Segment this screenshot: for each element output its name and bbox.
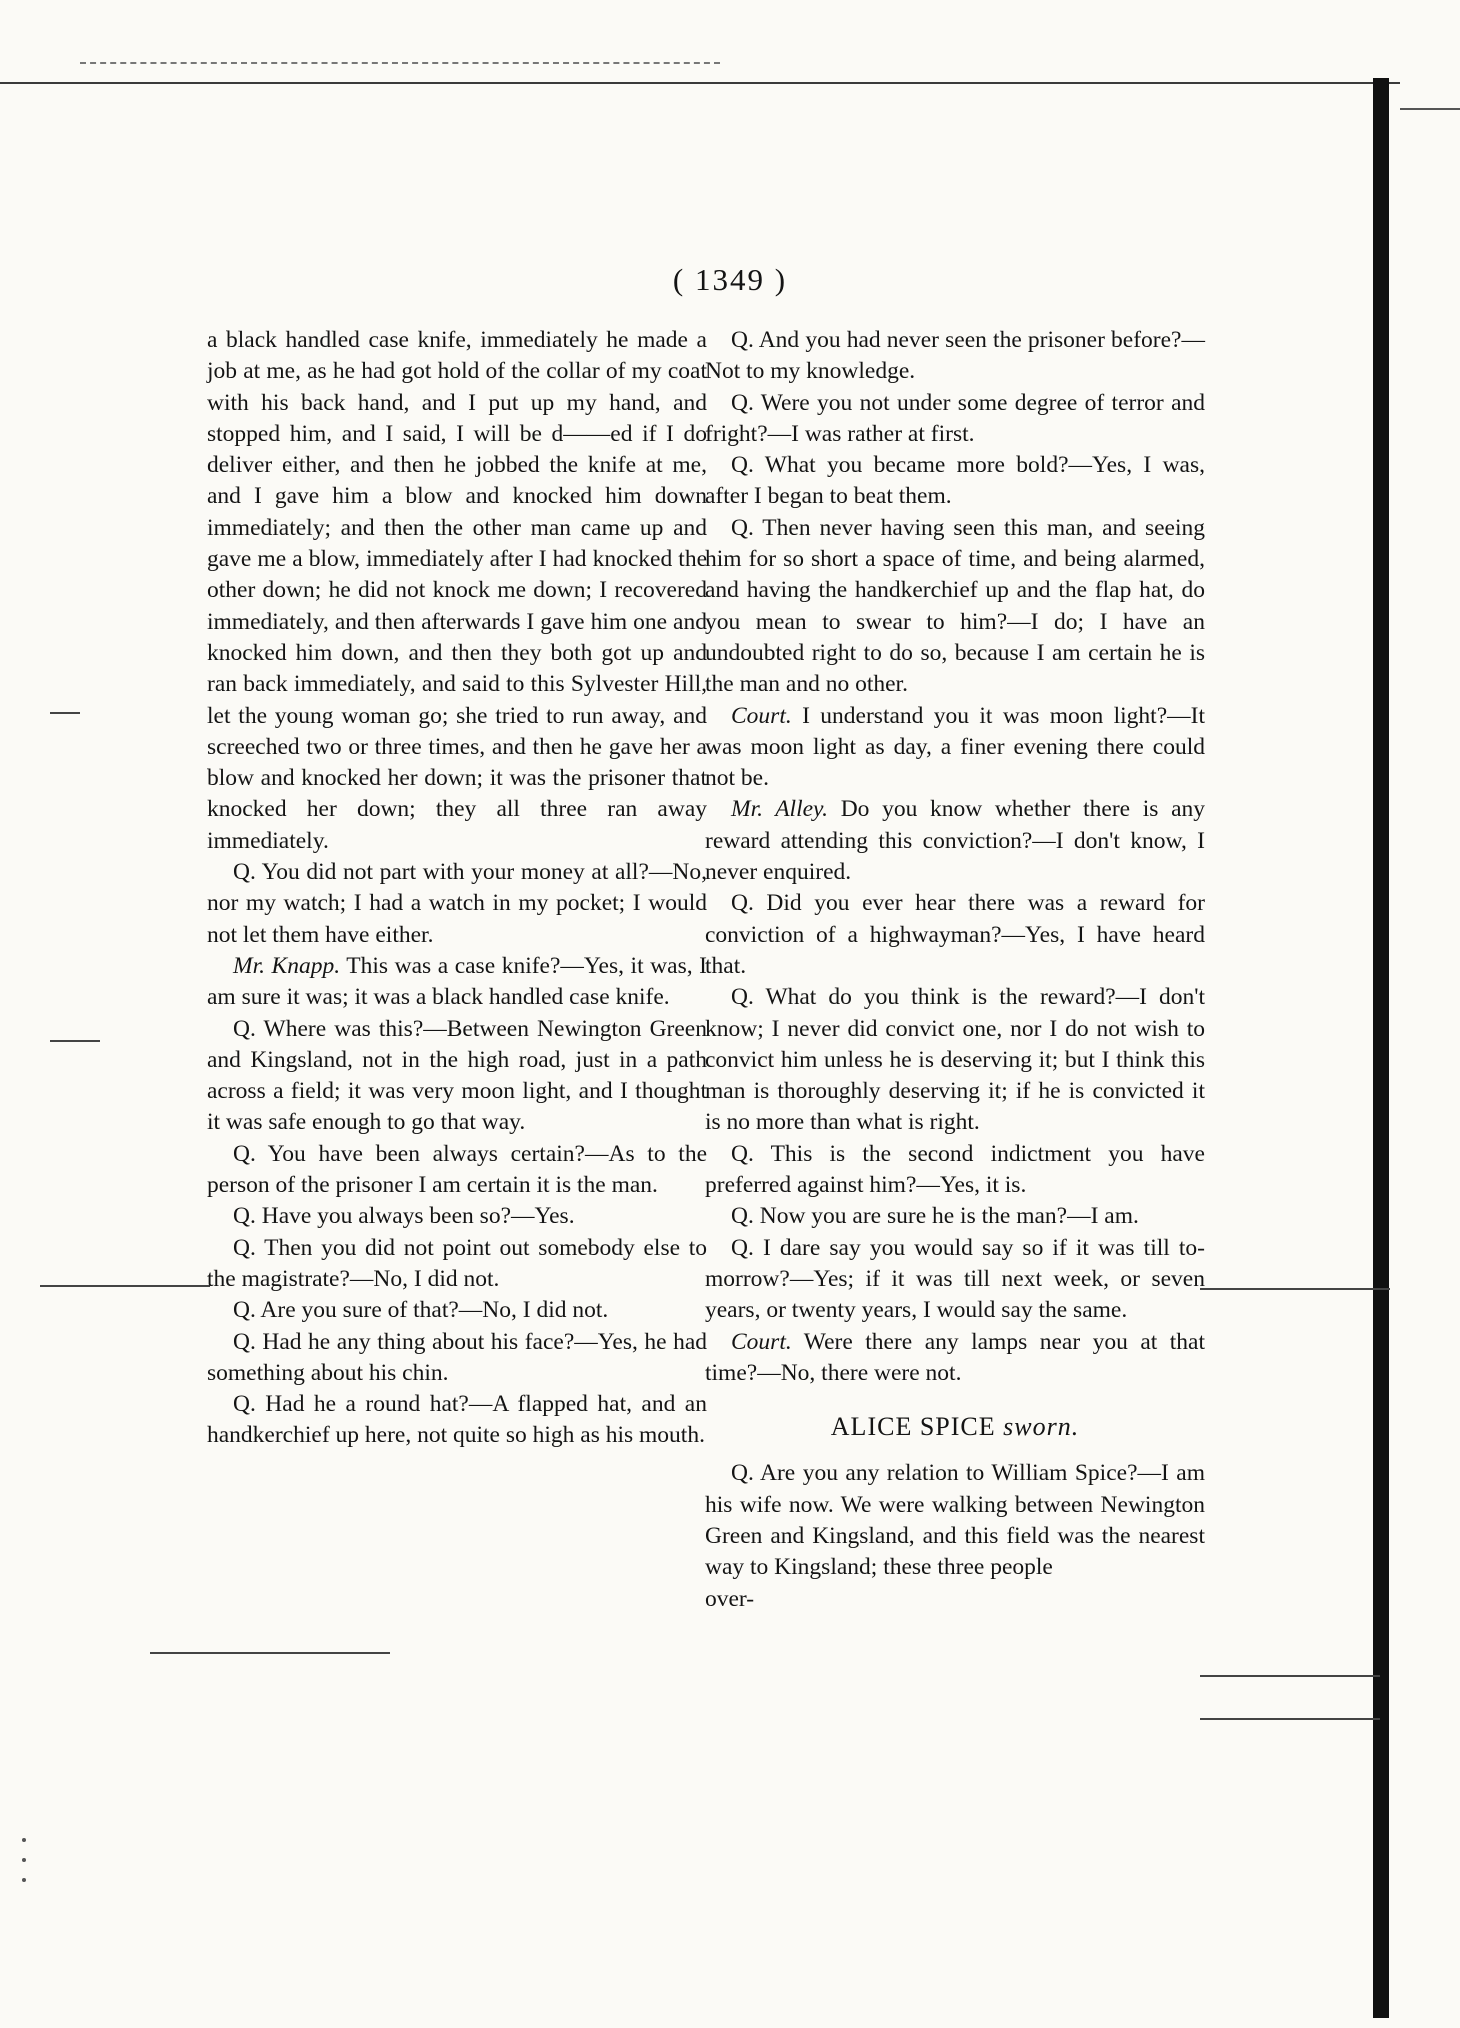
- catchword: over-: [705, 1585, 755, 1612]
- paragraph-text: Q. What you became more bold?—Yes, I was, after I began to beat them.: [705, 452, 1205, 510]
- paragraph: [705, 794, 1205, 888]
- paragraph-text: Q. Did you ever hear there was a reward for conviction of a highwayman?—Yes, I have heard that.: [705, 890, 1205, 979]
- paragraph: [207, 951, 707, 1014]
- paragraph-text: Q. Had he a round hat?—A flapped hat, and an handkerchief up here, not quite so high as his mouth.: [207, 1391, 707, 1449]
- speaker-label: Court.: [731, 1328, 792, 1355]
- testimony-continued: [705, 1458, 1205, 1583]
- paragraph: [207, 1233, 707, 1296]
- witness-sworn: sworn.: [1003, 1412, 1080, 1442]
- paragraph: [207, 325, 707, 857]
- paragraph: [207, 1201, 707, 1232]
- paragraph-text: Q. I dare say you would say so if it was till to-morrow?—Yes; if it was till next week, or seven years, or twenty years, I would say the same.: [705, 1234, 1205, 1324]
- paragraph-text: Q. Are you sure of that?—No, I did not.: [233, 1297, 609, 1324]
- paragraph-text: Were there any lamps near you at that time?—No, there were not.: [705, 1328, 1206, 1386]
- witness-heading: [705, 1411, 1205, 1442]
- speaker-label: Mr. Knapp.: [233, 952, 341, 979]
- right-column-text: [705, 325, 1205, 1389]
- margin-mark: [40, 1285, 210, 1287]
- paragraph: [705, 1139, 1205, 1202]
- margin-mark: [22, 1838, 26, 1842]
- top-dashed-rule: [80, 62, 720, 64]
- paragraph-text: Q. Then never having seen this man, and seeing him for so short a space of time, and being alarmed, and having the handkerchief up and the flap hat, do you mean to swear to him?—I do; I have an undoubted right to do so, because I am certain he is the man and no other.: [705, 514, 1205, 698]
- right-rule: [1400, 108, 1460, 110]
- paragraph: [705, 982, 1205, 1138]
- paragraph: [705, 1233, 1205, 1327]
- paragraph: [705, 1201, 1205, 1232]
- paragraph-text: Q. This is the second indictment you have preferred against him?—Yes, it is.: [705, 1140, 1205, 1199]
- binding-edge: [1373, 78, 1389, 2018]
- paragraph-text: Q. Had he any thing about his face?—Yes, he had something about his chin.: [207, 1328, 707, 1386]
- paragraph-text: Q. And you had never seen the prisoner before?—Not to my knowledge.: [705, 327, 1205, 385]
- speaker-label: Mr. Alley.: [731, 796, 829, 823]
- paragraph: [705, 388, 1205, 451]
- paragraph-text: a black handled case knife, immediately he made a job at me, as he had got hold of the collar of my coat with his back hand, and I put up my hand, and stopped him, and I said, I will be d——ed if I do deliver either, and then he jobbed the knife at me, and I gave him a blow and knocked him down immediately; and then the other man came up and gave me a blow, immediately after I had knocked the other down; he did not knock me down; I recovered immediately, and then afterwards I gave him one and knocked him down, and then they both got up and ran back immediately, and said to this Sylvester Hill, let the young woman go; she tried to run away, and screeched two or three times, and then he gave her a blow and knocked her down; it was the prisoner that knocked her down; they all three ran away immediately.: [207, 327, 707, 854]
- margin-mark: [150, 1652, 390, 1654]
- paragraph-text: Q. You have been always certain?—As to the person of the prisoner I am certain it is the man.: [207, 1140, 707, 1199]
- paragraph: [705, 1327, 1205, 1390]
- margin-mark: [1200, 1718, 1380, 1720]
- margin-mark: [22, 1878, 26, 1882]
- paragraph: [705, 701, 1205, 795]
- speaker-label: Court.: [731, 702, 792, 729]
- paragraph-text: Q. Now you are sure he is the man?—I am.: [731, 1203, 1139, 1230]
- paragraph: [207, 1327, 707, 1390]
- margin-mark: [50, 712, 80, 714]
- top-rule: [0, 82, 1400, 84]
- paragraph: [207, 857, 707, 951]
- paragraph-text: Do you know whether there is any reward attending this conviction?—I don't know, I never enquired.: [705, 796, 1205, 886]
- paragraph-text: Q. Were you not under some degree of terror and fright?—I was rather at first.: [705, 389, 1205, 447]
- paragraph: [705, 325, 1205, 388]
- margin-mark: [22, 1858, 26, 1862]
- paragraph: [207, 1295, 707, 1326]
- paragraph: [705, 450, 1205, 513]
- paragraph: [207, 1389, 707, 1452]
- witness-name: ALICE SPICE: [830, 1412, 996, 1442]
- paragraph: [705, 1458, 1205, 1583]
- paragraph-text: Q. Have you always been so?—Yes.: [233, 1203, 575, 1230]
- margin-mark: [1200, 1288, 1390, 1290]
- paragraph: [705, 888, 1205, 982]
- paragraph-text: I understand you it was moon light?—It was moon light as day, a finer evening there could not be.: [705, 702, 1205, 792]
- paragraph-text: Q. Then you did not point out somebody else to the magistrate?—No, I did not.: [207, 1234, 707, 1292]
- paragraph: [207, 1139, 707, 1202]
- page-number: ( 1349 ): [672, 262, 788, 297]
- paragraph-text: This was a case knife?—Yes, it was, I am sure it was; it was a black handled case knife.: [207, 952, 707, 1011]
- paragraph: [705, 513, 1205, 701]
- paragraph-text: Q. What do you think is the reward?—I don't know; I never did convict one, nor I do not wish to convict him unless he is deserving it; but I think this man is thoroughly deserving it; if he is convicted it is no more than what is right.: [705, 984, 1205, 1136]
- right-column: [705, 325, 1205, 1615]
- left-column: [207, 325, 707, 1452]
- margin-mark: [1200, 1675, 1380, 1677]
- paragraph-text: Q. Are you any relation to William Spice?—I am his wife now. We were walking between Newington Green and Kingsland, and this field was the nearest way to Kingsland; these three people: [705, 1460, 1205, 1581]
- paragraph-text: Q. Where was this?—Between Newington Green and Kingsland, not in the high road, just in a path across a field; it was very moon light, and I thought it was safe enough to go that way.: [207, 1015, 707, 1136]
- margin-mark: [50, 1040, 100, 1042]
- paragraph-text: Q. You did not part with your money at all?—No, nor my watch; I had a watch in my pocket; I would not let them have either.: [207, 859, 707, 948]
- paragraph: [207, 1014, 707, 1139]
